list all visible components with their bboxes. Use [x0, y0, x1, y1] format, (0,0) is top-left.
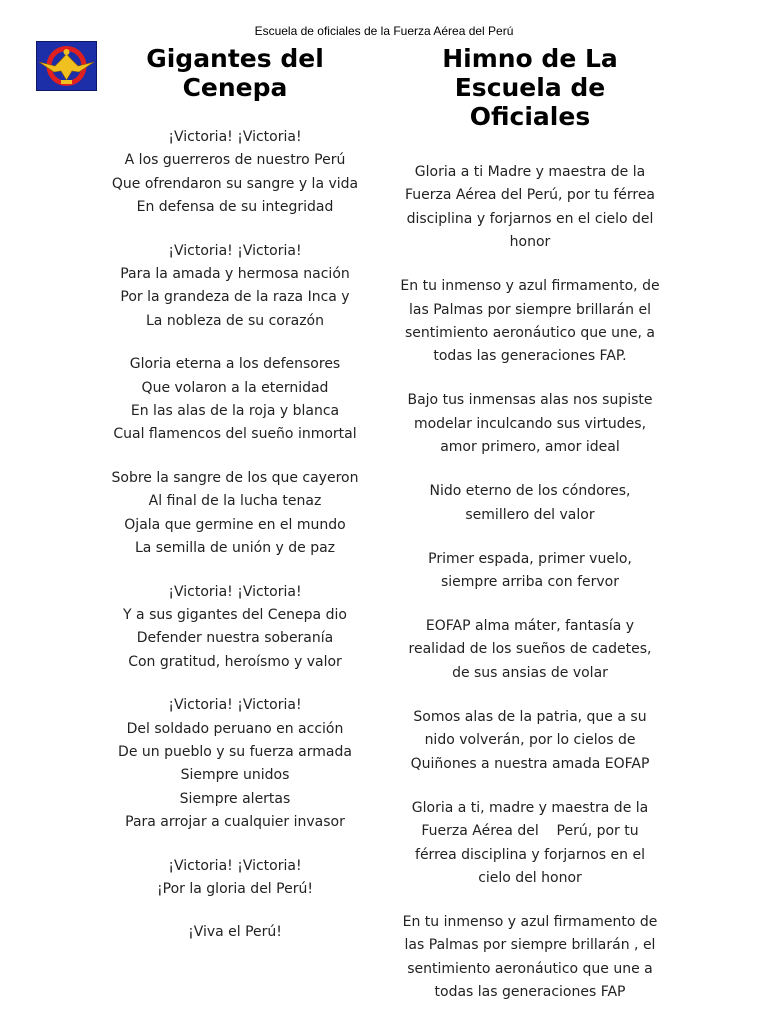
verse-line: Somos alas de la patria, que a su [413, 708, 647, 725]
verse-line: De un pueblo y su fuerza armada [118, 743, 352, 760]
verse-line: EOFAP alma máter, fantasía y [425, 618, 635, 635]
verse-line: Nido eterno de los cóndores, [429, 483, 631, 500]
right-stanza [392, 389, 668, 459]
verse-line: Quiñones a nuestra amada EOFAP [410, 755, 650, 772]
fap-eagle-emblem-icon [36, 41, 97, 91]
verse-line: Gloria eterna a los defensores [129, 356, 341, 373]
right-stanza [392, 480, 668, 527]
verse-line: ¡Victoria! ¡Victoria! [168, 242, 302, 259]
verse-line: Siempre alertas [179, 790, 291, 807]
verse-line: Con gratitud, heroísmo y valor [128, 653, 342, 670]
verse-line: La semilla de unión y de paz [134, 540, 336, 557]
verse-line: disciplina y forjarnos en el cielo del [406, 210, 654, 227]
verse-line: Defender nuestra soberanía [136, 630, 334, 647]
verse-line: Por la grandeza de la raza Inca y [120, 289, 350, 306]
verse-line: Gloria a ti, madre y maestra de la [411, 799, 649, 816]
verse-line: cielo del honor [478, 869, 582, 886]
eagle-head [64, 49, 70, 55]
verse-line: A los guerreros de nuestro Perú [124, 152, 346, 169]
verse-line: Bajo tus inmensas alas nos supiste [407, 392, 653, 409]
right-title-line: Escuela de [454, 73, 606, 102]
verse-line: semillero del valor [465, 506, 595, 523]
verse-line: Al final de la lucha tenaz [148, 493, 322, 510]
verse-line: En tu inmenso y azul firmamento, de [400, 278, 660, 295]
left-stanza [110, 240, 360, 334]
left-stanza [110, 126, 360, 220]
verse-line: Siempre unidos [180, 767, 290, 784]
verse-line: Para la amada y hermosa nación [120, 266, 350, 283]
verse-line: En defensa de su integridad [136, 199, 334, 216]
right-stanza [392, 615, 668, 685]
left-title-line: Cenepa [182, 73, 288, 102]
verse-line: nido volverán, por lo cielos de [424, 732, 636, 749]
left-column-gigantes-del-cenepa [110, 44, 360, 965]
verse-line: todas las generaciones FAP [434, 984, 626, 1001]
right-stanza [392, 161, 668, 255]
left-stanza [110, 581, 360, 675]
verse-line: férrea disciplina y forjarnos en el [415, 846, 645, 863]
right-column-himno-eofap [392, 44, 668, 1025]
verse-line: Cual flamencos del sueño inmortal [113, 426, 357, 443]
left-stanza [110, 353, 360, 447]
verse-line: ¡Victoria! ¡Victoria! [168, 857, 302, 874]
right-title-line: Oficiales [469, 102, 591, 131]
verse-line: Del soldado peruano en acción [126, 720, 344, 737]
verse-line: Primer espada, primer vuelo, [428, 550, 632, 567]
verse-line: Y a sus gigantes del Cenepa dio [123, 606, 347, 623]
verse-line: las Palmas por siempre brillarán el [409, 301, 651, 318]
verse-line: Ojala que germine en el mundo [124, 516, 346, 533]
verse-line: las Palmas por siempre brillarán , el [404, 937, 656, 954]
verse-line: Para arrojar a cualquier invasor [125, 814, 345, 831]
left-stanza [110, 855, 360, 902]
left-stanza [110, 467, 360, 561]
left-stanza [110, 921, 360, 944]
verse-line: ¡Victoria! ¡Victoria! [168, 583, 302, 600]
emblem-graphic [37, 42, 96, 90]
right-title-line: Himno de La [442, 44, 618, 73]
verse-line: amor primero, amor ideal [440, 439, 620, 456]
left-stanza [110, 694, 360, 834]
right-stanza [392, 275, 668, 369]
verse-line: Gloria a ti Madre y maestra de la [414, 164, 646, 180]
right-stanza [392, 548, 668, 595]
verse-line: En tu inmenso y azul firmamento de [402, 913, 658, 930]
verse-line: modelar inculcando sus virtudes, [413, 415, 647, 432]
verse-line: Fuerza Aérea del Perú, por tu [421, 823, 639, 840]
verse-line: Fuerza Aérea del Perú, por tu férrea [404, 187, 656, 204]
right-stanza [392, 706, 668, 776]
verse-line: Sobre la sangre de los que cayeron [111, 469, 359, 486]
emblem-banner [61, 80, 72, 84]
verse-line: honor [509, 234, 551, 251]
verse-line: ¡Victoria! ¡Victoria! [168, 129, 302, 145]
verse-line: de sus ansias de volar [452, 664, 608, 681]
right-stanza [392, 911, 668, 1005]
verse-line: ¡Victoria! ¡Victoria! [168, 697, 302, 714]
left-title [110, 44, 360, 102]
right-stanza [392, 797, 668, 891]
verse-line: En las alas de la roja y blanca [130, 403, 340, 420]
verse-line: sentimiento aeronáutico que une, a [405, 325, 655, 342]
right-title [392, 44, 668, 131]
verse-line: La nobleza de su corazón [146, 312, 324, 329]
verse-line: siempre arriba con fervor [441, 574, 619, 591]
eagle-wings [39, 54, 94, 80]
verse-line: Que ofrendaron su sangre y la vida [111, 175, 359, 192]
verse-line: sentimiento aeronáutico que une a [407, 960, 653, 977]
verse-line: ¡Por la gloria del Perú! [157, 880, 313, 897]
left-title-line: Gigantes del [146, 44, 324, 73]
verse-line: Que volaron a la eternidad [141, 379, 329, 396]
document-header: Escuela de oficiales de la Fuerza Aérea del Perú [254, 24, 514, 38]
verse-line: ¡Viva el Perú! [188, 924, 282, 941]
verse-line: realidad de los sueños de cadetes, [408, 641, 652, 658]
verse-line: todas las generaciones FAP. [433, 348, 627, 365]
